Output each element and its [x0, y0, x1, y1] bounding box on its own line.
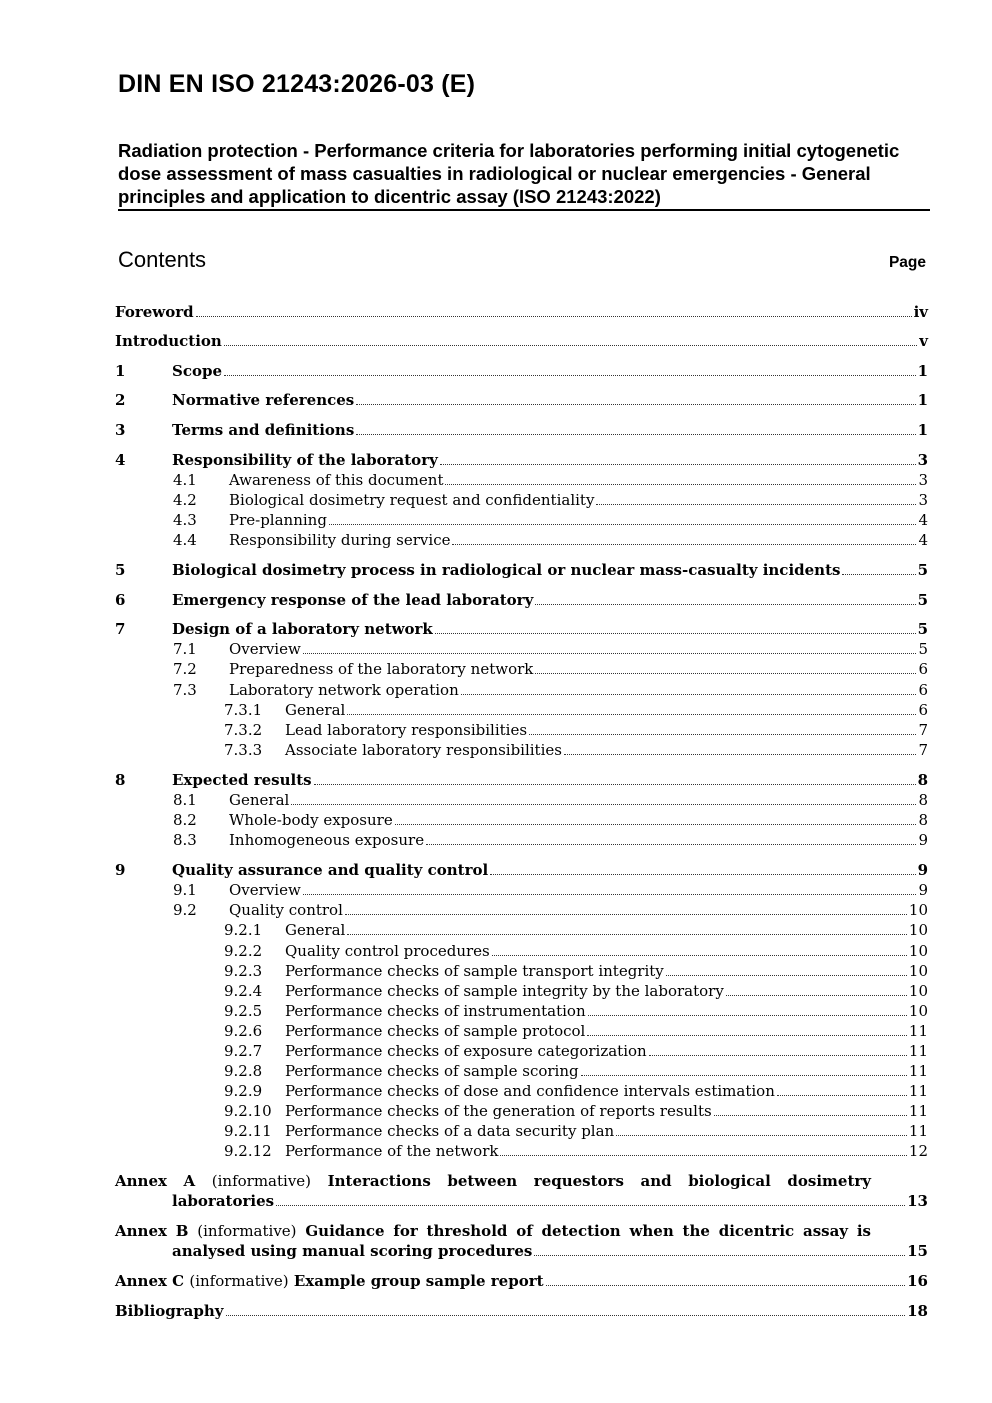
toc-subsubentry[interactable]: 9.2.11 Performance checks of a data security plan 11	[224, 1122, 928, 1140]
toc-subentry[interactable]: 4.1 Awareness of this document 3	[173, 471, 928, 489]
toc-subsubentry[interactable]: 9.2.10 Performance checks of the generation of reports results 11	[224, 1102, 928, 1120]
toc-subentry[interactable]: 8.1 General 8	[173, 791, 928, 809]
toc-entry[interactable]: 9 Quality assurance and quality control 9	[115, 861, 928, 879]
toc-subentry[interactable]: 4.4 Responsibility during service 4	[173, 531, 928, 549]
toc-entry[interactable]: 8 Expected results 8	[115, 771, 928, 789]
toc-entry[interactable]: 2 Normative references 1	[115, 391, 928, 409]
toc-subentry[interactable]: 7.2 Preparedness of the laboratory network 6	[173, 660, 928, 678]
toc-subsubentry[interactable]: 7.3.2 Lead laboratory responsibilities 7	[224, 721, 928, 739]
toc-subsubentry[interactable]: 7.3.1 General 6	[224, 701, 928, 719]
toc-entry[interactable]: 1 Scope 1	[115, 362, 928, 380]
page-column-label: Page	[888, 254, 926, 271]
toc-annex-a-heading[interactable]: Annex A (informative) Interactions between requestors and biological dosimetry	[115, 1172, 872, 1190]
toc-entry[interactable]: 3 Terms and definitions 1	[115, 421, 928, 439]
toc-entry-introduction[interactable]: Introduction v	[115, 332, 928, 350]
toc-subentry[interactable]: 4.2 Biological dosimetry request and confidentiality 3	[173, 491, 928, 509]
toc-entry[interactable]: 5 Biological dosimetry process in radiological or nuclear mass-casualty incidents 5	[115, 561, 928, 579]
toc-annex-b-heading[interactable]: Annex B (informative) Guidance for threshold of detection when the dicentric assay is	[115, 1222, 871, 1240]
toc-entry-bibliography[interactable]: Bibliography 18	[115, 1302, 928, 1320]
toc-subsubentry[interactable]: 9.2.3 Performance checks of sample transport integrity 10	[224, 962, 928, 980]
toc-subsubentry[interactable]: 9.2.8 Performance checks of sample scoring 11	[224, 1062, 928, 1080]
contents-heading: Contents	[118, 247, 207, 272]
toc-subsubentry[interactable]: 9.2.1 General 10	[224, 921, 928, 939]
toc-entry[interactable]: 4 Responsibility of the laboratory 3	[115, 451, 928, 469]
toc-annex-b[interactable]: analysed using manual scoring procedures 15	[172, 1242, 928, 1260]
toc-subsubentry[interactable]: 9.2.4 Performance checks of sample integrity by the laboratory 10	[224, 982, 928, 1000]
toc-entry[interactable]: 6 Emergency response of the lead laboratory 5	[115, 591, 928, 609]
toc-annex-a[interactable]: laboratories 13	[172, 1192, 928, 1210]
toc-entry-foreword[interactable]: Foreword iv	[115, 303, 928, 321]
toc-subsubentry[interactable]: 9.2.6 Performance checks of sample protocol 11	[224, 1022, 928, 1040]
document-id: DIN EN ISO 21243:2026-03 (E)	[118, 70, 476, 98]
toc-subsubentry[interactable]: 9.2.2 Quality control procedures 10	[224, 942, 928, 960]
toc-entry[interactable]: 7 Design of a laboratory network 5	[115, 620, 928, 638]
toc-subsubentry[interactable]: 9.2.5 Performance checks of instrumentation 10	[224, 1002, 928, 1020]
toc-subsubentry[interactable]: 9.2.9 Performance checks of dose and confidence intervals estimation 11	[224, 1082, 928, 1100]
toc-subsubentry[interactable]: 7.3.3 Associate laboratory responsibilities 7	[224, 741, 928, 759]
toc-subentry[interactable]: 7.3 Laboratory network operation 6	[173, 681, 928, 699]
toc-subsubentry[interactable]: 9.2.7 Performance checks of exposure categorization 11	[224, 1042, 928, 1060]
toc-subentry[interactable]: 9.2 Quality control 10	[173, 901, 928, 919]
document-title: Radiation protection - Performance criteria for laboratories performing initial cytogenetic dose assessment of mass casualties in radiological or nuclear emergencies - General principles and application to dicentric assay (ISO 21243:2022)	[118, 139, 930, 211]
toc-subentry[interactable]: 8.2 Whole-body exposure 8	[173, 811, 928, 829]
toc-annex-c[interactable]: Annex C (informative) Example group sample report 16	[115, 1272, 928, 1290]
toc-subentry[interactable]: 4.3 Pre-planning 4	[173, 511, 928, 529]
toc-subentry[interactable]: 8.3 Inhomogeneous exposure 9	[173, 831, 928, 849]
toc-subentry[interactable]: 7.1 Overview 5	[173, 640, 928, 658]
toc-subsubentry[interactable]: 9.2.12 Performance of the network 12	[224, 1142, 928, 1160]
toc-subentry[interactable]: 9.1 Overview 9	[173, 881, 928, 899]
